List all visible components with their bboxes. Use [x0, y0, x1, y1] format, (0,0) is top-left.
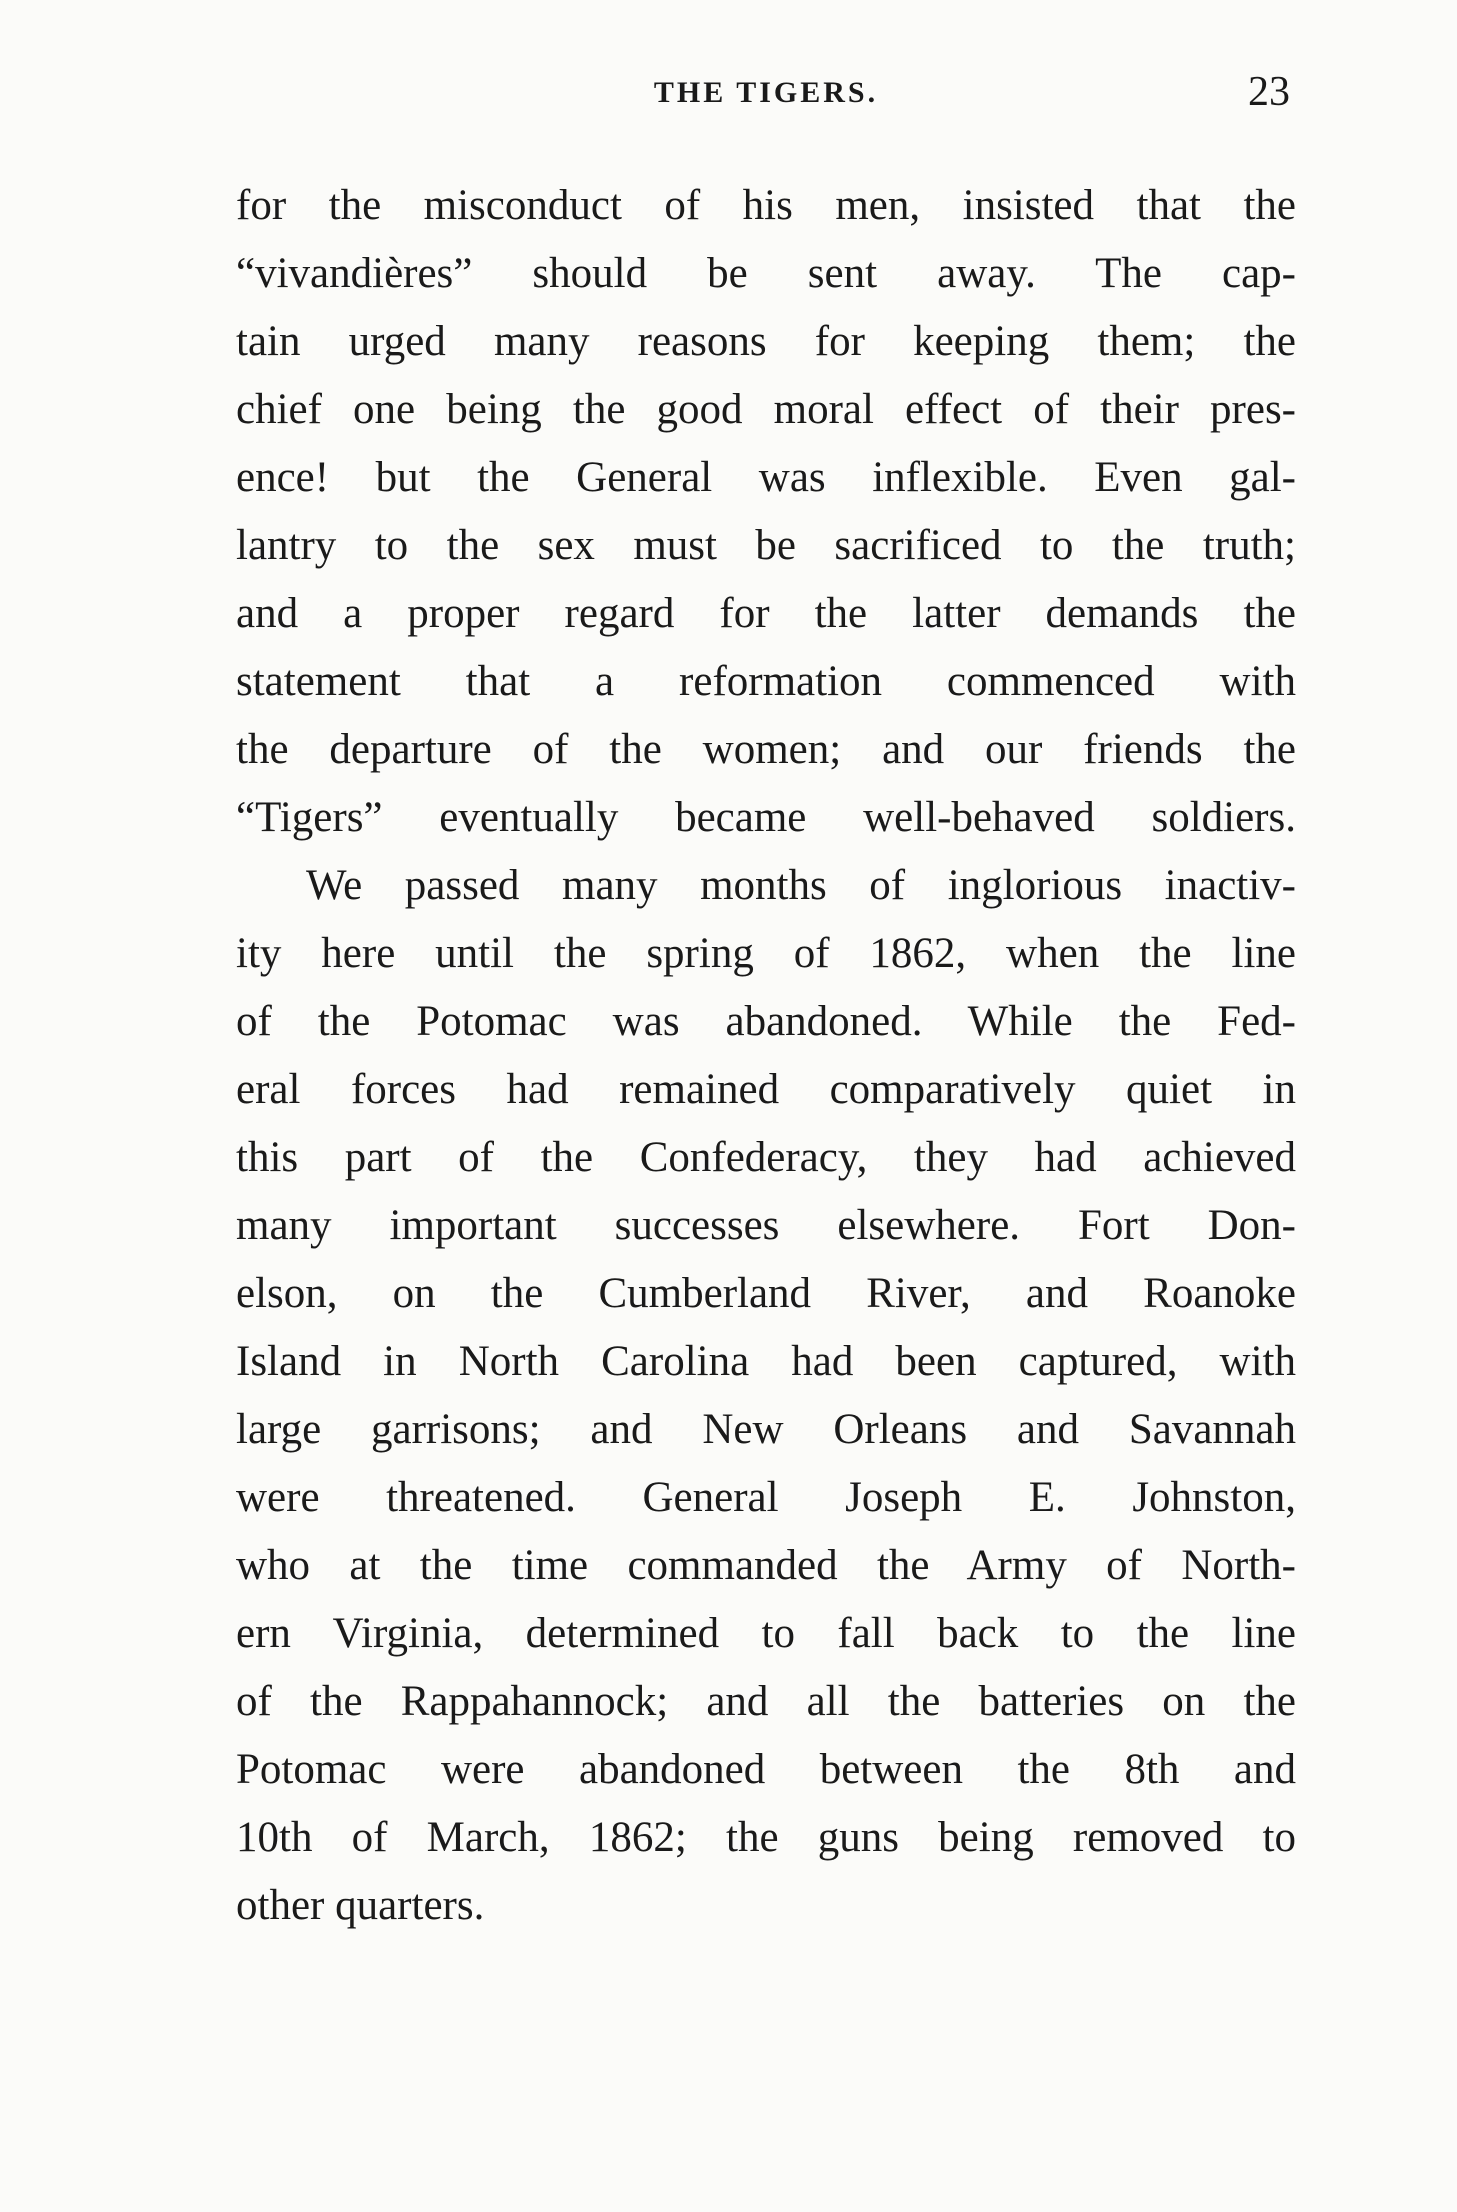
text-line: and a proper regard for the latter demands the	[236, 590, 1296, 637]
text-line: of the Potomac was abandoned. While the Fed-	[236, 998, 1296, 1045]
text-line: for the misconduct of his men, insisted that the	[236, 182, 1296, 229]
running-head	[236, 66, 1296, 126]
text-line: eral forces had remained comparatively quiet in	[236, 1066, 1296, 1113]
text-line: Island in North Carolina had been captured, with	[236, 1338, 1296, 1385]
text-line: elson, on the Cumberland River, and Roanoke	[236, 1270, 1296, 1317]
text-line: this part of the Confederacy, they had achieved	[236, 1134, 1296, 1181]
text-line: tain urged many reasons for keeping them; the	[236, 318, 1296, 365]
text-line: large garrisons; and New Orleans and Savannah	[236, 1406, 1296, 1453]
paragraph-start-line: We passed many months of inglorious inactiv-	[306, 862, 1296, 909]
text-line: were threatened. General Joseph E. Johnston,	[236, 1474, 1296, 1521]
text-line: chief one being the good moral effect of their pres-	[236, 386, 1296, 433]
text-line: ity here until the spring of 1862, when the line	[236, 930, 1296, 977]
page-number: 23	[1248, 69, 1290, 115]
running-title: THE TIGERS.	[653, 76, 879, 109]
text-line: ern Virginia, determined to fall back to the line	[236, 1610, 1296, 1657]
text-line: many important successes elsewhere. Fort Don-	[236, 1202, 1296, 1249]
text-line: ence! but the General was inflexible. Even gal-	[236, 454, 1296, 501]
text-line: 10th of March, 1862; the guns being removed to	[236, 1814, 1296, 1861]
text-line: the departure of the women; and our friends the	[236, 726, 1296, 773]
body-text	[236, 172, 1296, 1940]
paragraph-end-line: other quarters.	[236, 1882, 485, 1929]
text-line: Potomac were abandoned between the 8th and	[236, 1746, 1296, 1793]
text-line: “vivandières” should be sent away. The cap-	[236, 250, 1296, 297]
text-line: of the Rappahannock; and all the batteries on the	[236, 1678, 1296, 1725]
text-line: lantry to the sex must be sacrificed to the truth;	[236, 522, 1296, 569]
text-line: statement that a reformation commenced with	[236, 658, 1296, 705]
text-line: “Tigers” eventually became well-behaved soldiers.	[236, 794, 1296, 841]
text-line: who at the time commanded the Army of North-	[236, 1542, 1296, 1589]
